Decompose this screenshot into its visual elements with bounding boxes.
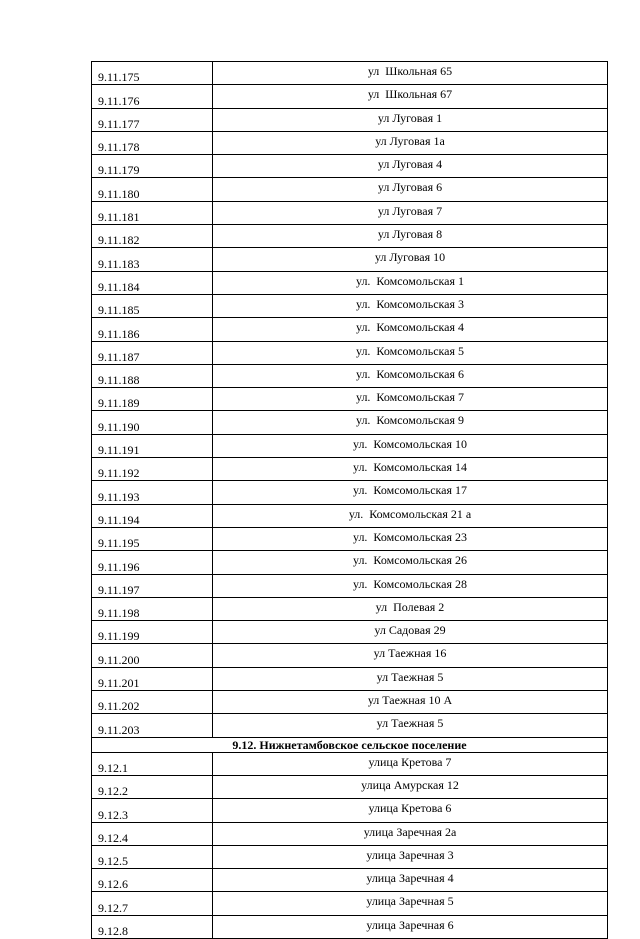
table-row bbox=[92, 108, 608, 131]
address-cell: ул. Комсомольская 6 bbox=[213, 364, 608, 387]
table-row bbox=[92, 845, 608, 868]
row-number-cell: 9.11.181 bbox=[92, 201, 213, 224]
address-cell: ул Полевая 2 bbox=[213, 597, 608, 620]
table-row bbox=[92, 388, 608, 411]
row-number-cell: 9.11.176 bbox=[92, 85, 213, 108]
table-row bbox=[92, 248, 608, 271]
address-cell: ул. Комсомольская 9 bbox=[213, 411, 608, 434]
address-cell: улица Заречная 6 bbox=[213, 915, 608, 938]
address-cell: улица Кретова 7 bbox=[213, 752, 608, 775]
row-number-cell: 9.11.184 bbox=[92, 271, 213, 294]
table-row bbox=[92, 667, 608, 690]
row-number-cell: 9.11.203 bbox=[92, 714, 213, 737]
row-number-cell: 9.12.7 bbox=[92, 892, 213, 915]
row-number-cell: 9.11.177 bbox=[92, 108, 213, 131]
address-cell: улица Заречная 2а bbox=[213, 822, 608, 845]
row-number-cell: 9.11.194 bbox=[92, 504, 213, 527]
row-number-cell: 9.12.2 bbox=[92, 775, 213, 798]
row-number-cell: 9.11.189 bbox=[92, 388, 213, 411]
address-table bbox=[91, 61, 608, 939]
address-cell: ул. Комсомольская 4 bbox=[213, 318, 608, 341]
address-cell: улица Кретова 6 bbox=[213, 799, 608, 822]
row-number-cell: 9.11.192 bbox=[92, 458, 213, 481]
address-cell: ул Таежная 5 bbox=[213, 714, 608, 737]
row-number-cell: 9.11.197 bbox=[92, 574, 213, 597]
table-row bbox=[92, 341, 608, 364]
row-number-cell: 9.12.6 bbox=[92, 869, 213, 892]
row-number-cell: 9.11.175 bbox=[92, 62, 213, 85]
row-number-cell: 9.11.186 bbox=[92, 318, 213, 341]
address-cell: ул. Комсомольская 3 bbox=[213, 294, 608, 317]
row-number-cell: 9.12.8 bbox=[92, 915, 213, 938]
row-number-cell: 9.11.191 bbox=[92, 434, 213, 457]
address-cell: ул. Комсомольская 21 а bbox=[213, 504, 608, 527]
table-row bbox=[92, 178, 608, 201]
address-cell: ул. Комсомольская 14 bbox=[213, 458, 608, 481]
row-number-cell: 9.11.202 bbox=[92, 691, 213, 714]
row-number-cell: 9.11.195 bbox=[92, 527, 213, 550]
section-title: 9.12. Нижнетамбовское сельское поселение bbox=[92, 737, 608, 752]
address-cell: ул Таежная 10 А bbox=[213, 691, 608, 714]
table-row bbox=[92, 294, 608, 317]
table-row bbox=[92, 527, 608, 550]
row-number-cell: 9.12.4 bbox=[92, 822, 213, 845]
address-cell: ул Луговая 10 bbox=[213, 248, 608, 271]
row-number-cell: 9.11.201 bbox=[92, 667, 213, 690]
row-number-cell: 9.11.178 bbox=[92, 131, 213, 154]
row-number-cell: 9.11.179 bbox=[92, 155, 213, 178]
row-number-cell: 9.11.188 bbox=[92, 364, 213, 387]
row-number-cell: 9.12.5 bbox=[92, 845, 213, 868]
table-row bbox=[92, 364, 608, 387]
address-cell: ул. Комсомольская 23 bbox=[213, 527, 608, 550]
address-cell: улица Заречная 4 bbox=[213, 869, 608, 892]
row-number-cell: 9.11.200 bbox=[92, 644, 213, 667]
row-number-cell: 9.12.3 bbox=[92, 799, 213, 822]
table-row bbox=[92, 691, 608, 714]
table-row bbox=[92, 775, 608, 798]
address-table-body bbox=[92, 62, 608, 939]
address-cell: ул Луговая 8 bbox=[213, 225, 608, 248]
table-row bbox=[92, 752, 608, 775]
section-header-row bbox=[92, 737, 608, 752]
address-cell: ул Луговая 1а bbox=[213, 131, 608, 154]
table-row bbox=[92, 551, 608, 574]
row-number-cell: 9.11.187 bbox=[92, 341, 213, 364]
table-row bbox=[92, 869, 608, 892]
row-number-cell: 9.12.1 bbox=[92, 752, 213, 775]
table-row bbox=[92, 714, 608, 737]
table-row bbox=[92, 85, 608, 108]
row-number-cell: 9.11.196 bbox=[92, 551, 213, 574]
table-row bbox=[92, 504, 608, 527]
address-cell: ул Школьная 65 bbox=[213, 62, 608, 85]
row-number-cell: 9.11.182 bbox=[92, 225, 213, 248]
table-row bbox=[92, 915, 608, 938]
address-cell: улица Заречная 3 bbox=[213, 845, 608, 868]
document-page bbox=[91, 61, 608, 939]
row-number-cell: 9.11.190 bbox=[92, 411, 213, 434]
table-row bbox=[92, 201, 608, 224]
table-row bbox=[92, 799, 608, 822]
row-number-cell: 9.11.198 bbox=[92, 597, 213, 620]
address-cell: ул Садовая 29 bbox=[213, 621, 608, 644]
table-row bbox=[92, 434, 608, 457]
row-number-cell: 9.11.180 bbox=[92, 178, 213, 201]
address-cell: ул Луговая 6 bbox=[213, 178, 608, 201]
table-row bbox=[92, 481, 608, 504]
row-number-cell: 9.11.183 bbox=[92, 248, 213, 271]
address-cell: ул Таежная 5 bbox=[213, 667, 608, 690]
row-number-cell: 9.11.199 bbox=[92, 621, 213, 644]
address-cell: ул Школьная 67 bbox=[213, 85, 608, 108]
table-row bbox=[92, 271, 608, 294]
table-row bbox=[92, 892, 608, 915]
table-row bbox=[92, 597, 608, 620]
address-cell: ул. Комсомольская 26 bbox=[213, 551, 608, 574]
table-row bbox=[92, 574, 608, 597]
address-cell: улица Амурская 12 bbox=[213, 775, 608, 798]
address-cell: ул. Комсомольская 5 bbox=[213, 341, 608, 364]
address-cell: улица Заречная 5 bbox=[213, 892, 608, 915]
table-row bbox=[92, 458, 608, 481]
address-cell: ул. Комсомольская 1 bbox=[213, 271, 608, 294]
table-row bbox=[92, 644, 608, 667]
table-row bbox=[92, 62, 608, 85]
table-row bbox=[92, 131, 608, 154]
address-cell: ул Таежная 16 bbox=[213, 644, 608, 667]
address-cell: ул. Комсомольская 17 bbox=[213, 481, 608, 504]
address-cell: ул. Комсомольская 10 bbox=[213, 434, 608, 457]
row-number-cell: 9.11.185 bbox=[92, 294, 213, 317]
table-row bbox=[92, 411, 608, 434]
table-row bbox=[92, 318, 608, 341]
table-row bbox=[92, 225, 608, 248]
address-cell: ул Луговая 4 bbox=[213, 155, 608, 178]
table-row bbox=[92, 822, 608, 845]
address-cell: ул Луговая 7 bbox=[213, 201, 608, 224]
address-cell: ул. Комсомольская 7 bbox=[213, 388, 608, 411]
table-row bbox=[92, 621, 608, 644]
address-cell: ул Луговая 1 bbox=[213, 108, 608, 131]
row-number-cell: 9.11.193 bbox=[92, 481, 213, 504]
table-row bbox=[92, 155, 608, 178]
address-cell: ул. Комсомольская 28 bbox=[213, 574, 608, 597]
